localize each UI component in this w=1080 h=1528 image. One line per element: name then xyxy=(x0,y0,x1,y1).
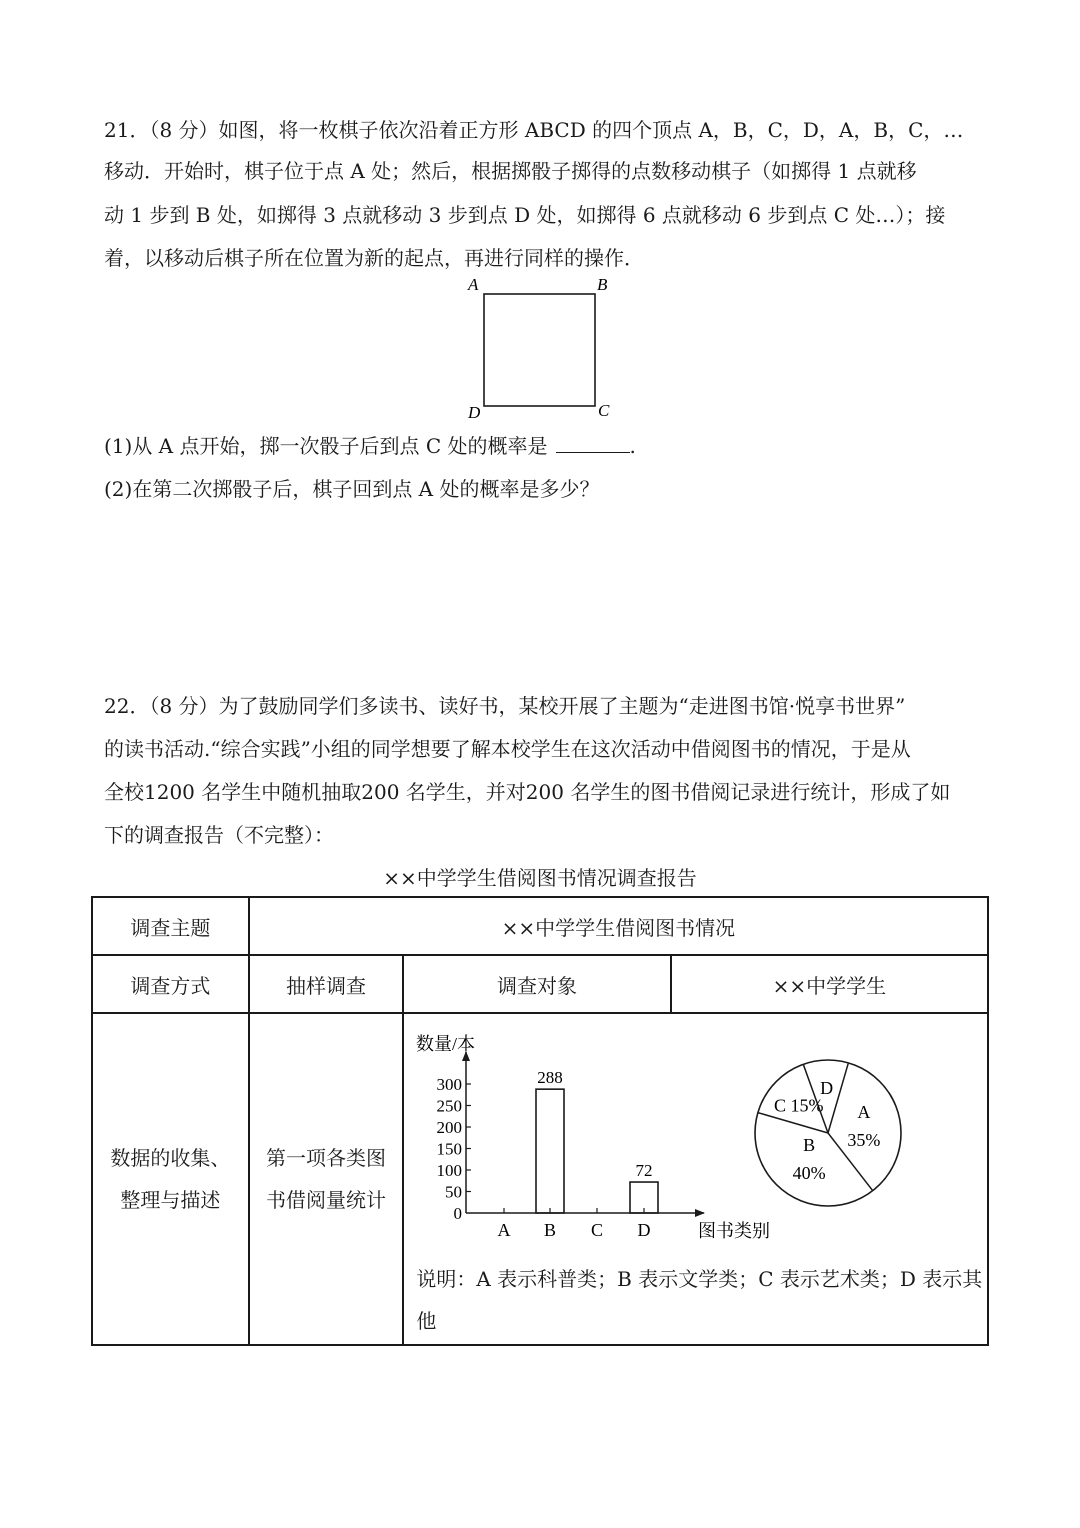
bar-x-axis-label: 图书类别 xyxy=(698,1221,771,1241)
bar-y-tick-label: 0 xyxy=(453,1204,463,1223)
cell-topic-value: ××中学学生借阅图书情况 xyxy=(249,897,988,955)
bar-y-tick-label: 200 xyxy=(436,1118,463,1137)
cell-charts xyxy=(403,1013,988,1345)
square-abcd xyxy=(484,294,595,406)
cell-object-label: 调查对象 xyxy=(403,955,670,1013)
q22-line-4: 下的调查报告（不完整）： xyxy=(104,823,334,847)
pie-label-b: B xyxy=(803,1134,816,1155)
cell-item-label xyxy=(249,1013,404,1345)
table-row xyxy=(92,955,988,1013)
bar-y-tick-label: 300 xyxy=(436,1075,463,1094)
pie-slice-boundary xyxy=(758,1113,828,1133)
bar-value-label-b: 288 xyxy=(537,1068,564,1088)
chart-legend-note: 说明：A 表示科普类；B 表示文学类；C 表示艺术类；D 表示其他 xyxy=(416,1267,983,1333)
bar-y-tick-label: 100 xyxy=(436,1161,463,1180)
q21-sub1-period: . xyxy=(629,434,636,458)
report-title: ××中学学生借阅图书情况调查报告 xyxy=(383,866,697,890)
bar-x-tick-label: A xyxy=(497,1220,511,1240)
bar-y-tick-label: 50 xyxy=(445,1182,463,1202)
bar-value-label-d: 72 xyxy=(635,1161,653,1181)
vertex-label-c: C xyxy=(598,401,610,420)
q21-subquestion-1 xyxy=(104,430,636,459)
pie-slice-boundary xyxy=(828,1063,848,1133)
q21-line-1: 21．（8 分）如图，将一枚棋子依次沿着正方形 ABCD 的四个顶点 A，B，C，D，A，B，C，… xyxy=(104,118,964,142)
bar-y-tick-label: 250 xyxy=(436,1096,463,1116)
square-abcd-figure xyxy=(462,272,622,422)
pie-percent-a: 35% xyxy=(847,1130,881,1151)
bar-x-tick-label: D xyxy=(637,1220,651,1240)
survey-report-table xyxy=(91,896,989,1346)
bar-x-tick-label: C xyxy=(591,1220,604,1240)
q22-line-1: 22．（8 分）为了鼓励同学们多读书、读好书，某校开展了主题为“走进图书馆·悦享书世界” xyxy=(104,694,906,718)
cell-item-label-line-2: 书借阅量统计 xyxy=(266,1188,387,1212)
bar-y-axis-label: 数量/本 xyxy=(416,1034,476,1054)
cell-data-label-line-2: 整理与描述 xyxy=(120,1188,221,1212)
vertex-label-b: B xyxy=(597,275,608,294)
q21-line-3: 动 1 步到 B 处，如掷得 3 点就移动 3 步到点 D 处，如掷得 6 点就移动 6 步到点 C 处…）；接 xyxy=(104,203,946,227)
bar-b xyxy=(536,1089,564,1213)
answer-blank[interactable] xyxy=(556,434,630,453)
pie-label-c: C 15% xyxy=(774,1095,824,1116)
q22-line-2: 的读书活动.“综合实践”小组的同学想要了解本校学生在这次活动中借阅图书的情况，于是从 xyxy=(104,737,911,761)
cell-item-label-line-1: 第一项各类图 xyxy=(266,1146,387,1170)
table-row xyxy=(92,1013,988,1345)
pie-label-d: D xyxy=(820,1077,834,1098)
q21-line-2: 移动．开始时，棋子位于点 A 处；然后，根据掷骰子掷得的点数移动棋子（如掷得 1 点就移 xyxy=(104,159,917,183)
cell-topic-label: 调查主题 xyxy=(92,897,249,955)
charts-figure xyxy=(404,1014,988,1262)
cell-method-value: 抽样调查 xyxy=(249,955,404,1013)
q21-sub1-text: (1)从 A 点开始，掷一次骰子后到点 C 处的概率是 xyxy=(104,434,548,458)
vertex-label-a: A xyxy=(468,275,479,294)
bar-x-axis-arrow xyxy=(695,1209,705,1217)
cell-method-label: 调查方式 xyxy=(92,955,249,1013)
q21-subquestion-2: (2)在第二次掷骰子后，棋子回到点 A 处的概率是多少？ xyxy=(104,477,600,501)
cell-data-label xyxy=(92,1013,249,1345)
table-row xyxy=(92,897,988,955)
bar-y-tick-label: 150 xyxy=(436,1139,463,1159)
q21-line-4: 着，以移动后棋子所在位置为新的起点，再进行同样的操作． xyxy=(104,246,644,270)
bar-x-tick-label: B xyxy=(544,1220,557,1240)
vertex-label-d: D xyxy=(468,403,481,422)
cell-object-value: ××中学学生 xyxy=(671,955,988,1013)
q22-line-3: 全校1200 名学生中随机抽取200 名学生，并对200 名学生的图书借阅记录进行统计，形成了如 xyxy=(104,780,951,804)
pie-label-a: A xyxy=(857,1102,871,1123)
pie-percent-b: 40% xyxy=(792,1162,826,1183)
cell-data-label-line-1: 数据的收集、 xyxy=(110,1146,231,1170)
